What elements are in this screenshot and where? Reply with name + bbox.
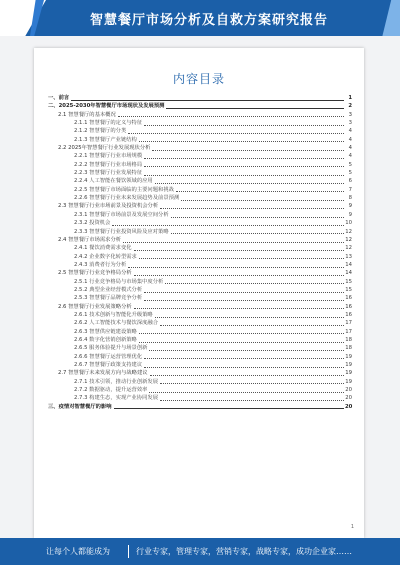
toc-entry-label: 2.6 智慧餐厅行业发展策略分析	[58, 303, 132, 310]
toc-entry[interactable]	[48, 261, 352, 269]
toc-entry-page: 15	[345, 278, 352, 285]
toc-entry[interactable]	[48, 177, 352, 185]
toc-entry-page: 9	[348, 203, 352, 210]
toc-entry-label: 2.2.5 智慧餐厅市场面临的主要问题和挑战	[74, 186, 174, 193]
toc-entry-label: 2.7.2 数据驱动，提升运营效率	[74, 387, 148, 394]
toc-leader-dots	[139, 333, 344, 334]
toc-leader-dots	[139, 258, 344, 259]
toc-entry-page: 6	[348, 178, 352, 185]
toc-leader-dots	[171, 217, 344, 218]
toc-entry[interactable]	[48, 294, 352, 302]
toc-entry-page: 4	[348, 128, 352, 135]
toc-entry[interactable]	[48, 236, 352, 244]
toc-entry-label: 2.1.3 智慧餐厅产业链结构	[74, 136, 137, 143]
toc-entry-label: 2.5.3 智慧餐厅品牌竞争分析	[74, 295, 143, 302]
toc-entry-page: 1	[348, 95, 352, 101]
toc-page	[34, 48, 364, 538]
toc-entry-page: 4	[348, 136, 352, 143]
toc-entry-label: 2.6.3 智慧供应链建设策略	[74, 328, 137, 335]
toc-leader-dots	[71, 100, 344, 101]
toc-leader-dots	[155, 183, 344, 184]
toc-entry-label: 2.6.1 技术创新与智能化升级策略	[74, 311, 153, 318]
toc-entry[interactable]	[48, 111, 352, 119]
toc-title: 内容目录	[172, 72, 225, 86]
toc-entry-label: 2.2.3 智慧餐厅行业发展特征	[74, 170, 143, 177]
footer-slogan-left: 让每个人都能成为	[46, 547, 110, 556]
toc-entry-page: 5	[348, 170, 352, 177]
toc-leader-dots	[152, 150, 344, 151]
toc-leader-dots	[160, 400, 344, 401]
toc-leader-dots	[128, 133, 344, 134]
toc-leader-dots	[150, 375, 344, 376]
toc-entry-page: 9	[348, 211, 352, 218]
toc-entry-page: 19	[345, 378, 352, 385]
toc-leader-dots	[144, 125, 344, 126]
toc-entry-label: 2.5.1 行业竞争格局与市场集中度分析	[74, 278, 164, 285]
toc-entry[interactable]	[48, 386, 352, 394]
toc-entry-label: 2.6.7 智慧餐厅政策支持建议	[74, 362, 143, 368]
toc-entry-page: 16	[345, 303, 352, 310]
footer-banner	[0, 538, 400, 565]
toc-entry-page: 16	[345, 311, 352, 318]
toc-entry-label: 2.2 2025年智慧餐厅行业发展现状分析	[58, 145, 151, 152]
toc-entry-page: 13	[345, 253, 352, 260]
toc-entry-label: 2.2.4 人工智能在餐饮领域的应用	[74, 178, 153, 185]
toc-leader-dots	[112, 225, 344, 226]
toc-leader-dots	[160, 383, 344, 384]
toc-entry[interactable]	[48, 328, 352, 336]
toc-entry-page: 5	[348, 161, 352, 168]
toc-leader-dots	[149, 350, 344, 351]
toc-leader-dots	[139, 342, 344, 343]
toc-entry-label: 2.7.3 构建生态，实现产业协同发展	[74, 395, 159, 402]
toc-entry-page: 17	[345, 328, 352, 335]
toc-entry[interactable]	[48, 403, 352, 411]
toc-leader-dots	[123, 242, 344, 243]
toc-entry[interactable]	[48, 152, 352, 160]
toc-entry-page: 19	[345, 362, 352, 368]
toc-entry-page: 19	[345, 353, 352, 360]
toc-entry[interactable]	[48, 202, 352, 210]
toc-entry[interactable]	[48, 219, 352, 227]
toc-entry-label: 2.5.2 典型企业经营模式分析	[74, 286, 143, 293]
toc-leader-dots	[149, 392, 344, 393]
toc-entry[interactable]	[48, 119, 352, 127]
toc-entry[interactable]	[48, 194, 352, 202]
toc-entry[interactable]	[48, 311, 352, 319]
toc-entry-page: 20	[345, 387, 352, 394]
toc-entry[interactable]	[48, 353, 352, 361]
toc-leader-dots	[118, 116, 344, 117]
toc-entry-page: 14	[345, 261, 352, 268]
toc-entry-label: 2.2.6 智慧餐厅行业未来发展趋势及前景预测	[74, 195, 180, 202]
toc-leader-dots	[144, 367, 344, 368]
toc-leader-dots	[160, 208, 344, 209]
toc-entry-page: 12	[345, 245, 352, 252]
toc-entry[interactable]	[48, 361, 352, 369]
toc-entry-label: 2.4.1 餐饮消费需求变化	[74, 245, 132, 252]
toc-leader-dots	[155, 317, 344, 318]
toc-entry[interactable]	[48, 369, 352, 377]
toc-entry[interactable]	[48, 336, 352, 344]
toc-leader-dots	[134, 308, 344, 309]
toc-entry-label: 2.2.1 智慧餐厅行业市场规模	[74, 153, 143, 160]
toc-entry-label: 2.3.1 智慧餐厅市场前景及发展空间分析	[74, 211, 169, 218]
toc-leader-dots	[134, 250, 344, 251]
toc-leader-dots	[144, 292, 344, 293]
report-title: 智慧餐厅市场分析及自救方案研究报告	[90, 13, 329, 28]
toc-entry-label: 2.1.2 智慧餐厅的分类	[74, 128, 127, 135]
toc-entry-page: 18	[345, 336, 352, 343]
toc-entry-page: 4	[348, 145, 352, 152]
toc-leader-dots	[139, 141, 344, 142]
toc-entry-label: 2.5 智慧餐厅行业竞争格局分析	[58, 270, 132, 277]
toc-entry-page: 20	[345, 395, 352, 402]
toc-entry-label: 2.2.2 智慧餐厅行业市场格局	[74, 161, 143, 168]
toc-entry-page: 18	[345, 345, 352, 352]
toc-entry[interactable]	[48, 186, 352, 194]
toc-entry-page: 12	[345, 236, 352, 243]
toc-entry[interactable]	[48, 253, 352, 261]
toc-leader-dots	[144, 358, 344, 359]
toc-leader-dots	[144, 175, 344, 176]
toc-entry-page: 3	[348, 120, 352, 127]
toc-entry-label: 2.6.6 智慧餐厅运营管理优化	[74, 353, 143, 360]
toc-entry-page: 2	[348, 103, 352, 110]
toc-leader-dots	[144, 166, 344, 167]
toc-entry[interactable]	[48, 102, 352, 110]
toc-leader-dots	[144, 300, 344, 301]
toc-leader-dots	[128, 267, 344, 268]
footer-divider	[128, 545, 129, 558]
toc-entry[interactable]	[48, 303, 352, 311]
toc-entry-label: 2.6.2 人工智能技术与餐饮深度融合	[74, 320, 159, 327]
toc-leader-dots	[181, 200, 344, 201]
toc-entry-page: 19	[345, 370, 352, 377]
toc-entry[interactable]	[48, 144, 352, 152]
toc-entry-label: 2.1 智慧餐厅的基本概况	[58, 111, 116, 118]
toc-entry-label: 2.6.4 数字化营销创新策略	[74, 336, 137, 343]
toc-entry[interactable]	[48, 94, 352, 102]
toc-entry[interactable]	[48, 286, 352, 294]
toc-leader-dots	[114, 408, 344, 409]
toc-entry-page: 4	[348, 153, 352, 160]
toc-entry-page: 10	[345, 220, 352, 227]
toc-entry-page: 20	[345, 403, 353, 410]
toc-entry-page: 7	[348, 186, 352, 193]
toc-entry[interactable]	[48, 394, 352, 402]
toc-entry[interactable]	[48, 319, 352, 327]
toc-entry-label: 2.7.1 技术引领，推动行业创新发展	[74, 378, 159, 385]
toc-entry-page: 16	[345, 295, 352, 302]
toc-entry-label: 2.3.2 投资机会	[74, 220, 111, 227]
toc-entry-page: 15	[345, 286, 352, 293]
toc-entry-label: 2.6.5 服务体验提升与场景创新	[74, 345, 148, 352]
toc-list	[48, 94, 352, 411]
toc-leader-dots	[144, 158, 344, 159]
toc-entry[interactable]	[48, 278, 352, 286]
toc-entry-page: 8	[348, 195, 352, 202]
header-right-stripe	[378, 0, 400, 36]
toc-entry-label: 2.4.3 消费者行为分析	[74, 261, 127, 268]
toc-entry-page: 3	[348, 111, 352, 118]
toc-entry-page: 14	[345, 270, 352, 277]
toc-entry[interactable]	[48, 127, 352, 135]
toc-entry-label: 2.1.1 智慧餐厅的定义与特征	[74, 120, 143, 127]
toc-entry[interactable]	[48, 211, 352, 219]
toc-leader-dots	[160, 325, 344, 326]
toc-entry-page: 17	[345, 320, 352, 327]
toc-leader-dots	[134, 275, 344, 276]
toc-entry-label: 2.4 智慧餐厅市场需求分析	[58, 236, 122, 243]
toc-entry-label: 2.7 智慧餐厅未来发展方向与战略建议	[58, 370, 148, 377]
footer-slogan-right: 行业专家，管理专家，营销专家，战略专家，成功企业家……	[136, 547, 352, 556]
toc-entry-label: 二、2025-2030年智慧餐厅市场现状及发展预测	[48, 103, 165, 110]
toc-entry-label: 2.4.2 企业数字化转型需求	[74, 253, 137, 260]
toc-entry-label: 2.3 智慧餐厅行业市场前景及投资机会分析	[58, 203, 159, 210]
toc-leader-dots	[165, 283, 344, 284]
toc-entry-label: 一、前言	[48, 95, 70, 101]
toc-entry[interactable]	[48, 378, 352, 386]
toc-entry[interactable]	[48, 169, 352, 177]
toc-entry[interactable]	[48, 136, 352, 144]
toc-leader-dots	[176, 191, 344, 192]
toc-entry[interactable]	[48, 228, 352, 236]
toc-entry-label: 三、疫情对智慧餐厅的影响	[48, 403, 112, 410]
toc-leader-dots	[166, 108, 344, 109]
header-banner	[0, 0, 400, 36]
toc-entry[interactable]	[48, 344, 352, 352]
toc-leader-dots	[171, 233, 344, 234]
toc-entry-label: 2.3.3 智慧餐厅行业投资风险及应对策略	[74, 228, 169, 235]
toc-entry[interactable]	[48, 269, 352, 277]
toc-entry[interactable]	[48, 161, 352, 169]
toc-entry[interactable]	[48, 244, 352, 252]
page-number: 1	[350, 524, 354, 530]
toc-entry-page: 12	[345, 228, 352, 235]
